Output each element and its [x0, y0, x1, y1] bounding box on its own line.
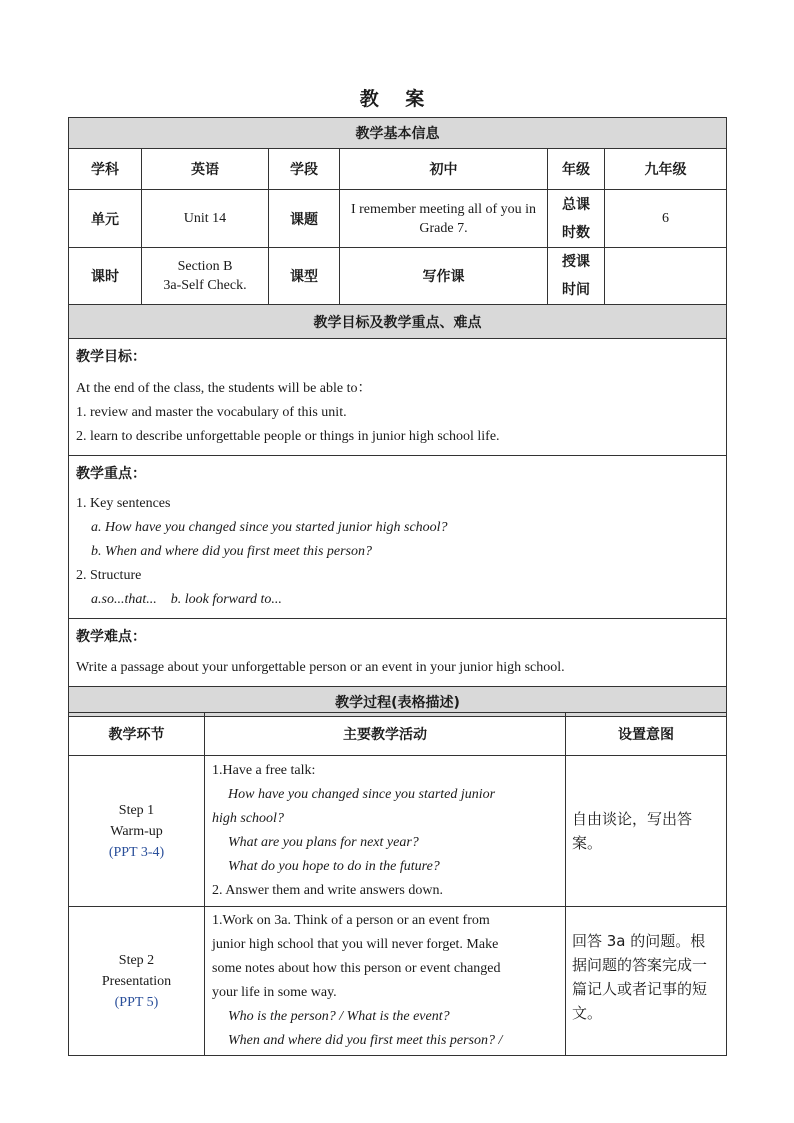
- activity-line: your life in some way.: [212, 985, 337, 1000]
- step-cell: [69, 907, 205, 1056]
- teach-time-label-line2: 时间: [562, 282, 590, 298]
- objectives-section: [69, 339, 727, 456]
- subject-label: 学科: [69, 149, 142, 190]
- activity-line: What are you plans for next year?: [228, 835, 419, 850]
- activity-line: high school?: [212, 811, 284, 826]
- col-step-header: 教学环节: [69, 713, 205, 756]
- key-points-item: 1. Key sentences: [76, 496, 171, 511]
- activity-line: some notes about how this person or event changed: [212, 961, 501, 976]
- page-title: 教 案: [359, 88, 435, 110]
- period-line2: 3a-Self Check.: [163, 278, 247, 293]
- activity-line: How have you changed since you started junior: [228, 787, 496, 802]
- key-structure-2: b. look forward to...: [170, 592, 282, 607]
- grade-label: 年级: [548, 149, 605, 190]
- key-sentence: b. When and where did you first meet this person?: [91, 544, 373, 559]
- grade-value: 九年级: [605, 149, 727, 190]
- step-phase: Warm-up: [110, 823, 163, 839]
- activity-line: What do you hope to do in the future?: [228, 859, 440, 874]
- teach-time-value: [605, 248, 727, 305]
- type-value: 写作课: [340, 248, 548, 305]
- unit-value: Unit 14: [142, 190, 269, 248]
- lesson-plan-table: [68, 117, 727, 717]
- activity-line: 1.Work on 3a. Think of a person or an event from: [212, 913, 490, 928]
- period-value: [142, 248, 269, 305]
- topic-value: I remember meeting all of you in Grade 7.: [340, 190, 548, 248]
- step-name: Step 1: [118, 802, 155, 818]
- stage-value: 初中: [340, 149, 548, 190]
- step-phase: Presentation: [101, 973, 172, 989]
- objective-line: At the end of the class, the students will be able to：: [76, 381, 372, 396]
- activity-line: 2. Answer them and write answers down.: [212, 883, 443, 898]
- total-hours-value: 6: [605, 190, 727, 248]
- step-cell: [69, 756, 205, 907]
- key-points-title: 教学重点：: [76, 466, 146, 482]
- objective-line: 1. review and master the vocabulary of this unit.: [76, 405, 347, 420]
- subject-value: 英语: [142, 149, 269, 190]
- activity-line: Who is the person? / What is the event?: [228, 1009, 450, 1024]
- key-sentence: a. How have you changed since you started junior high school?: [91, 520, 448, 535]
- total-hours-label-line1: 总课: [562, 196, 590, 213]
- goals-header: 教学目标及教学重点、难点: [69, 305, 727, 339]
- key-structure-1: a.so...that...: [91, 592, 157, 607]
- activity-line: When and where did you first meet this person? /: [228, 1033, 503, 1048]
- key-points-item: 2. Structure: [76, 568, 142, 583]
- key-structure: [76, 588, 719, 612]
- process-table: [68, 712, 727, 1056]
- total-hours-label: [548, 190, 605, 248]
- activity-cell: [205, 756, 566, 907]
- intent-cell: 回答 3a 的问题。根据问题的答案完成一篇记人或者记事的短文。: [566, 907, 727, 1056]
- total-hours-label-line2: 时数: [562, 224, 590, 241]
- difficulty-section: [69, 619, 727, 687]
- objective-line: 2. learn to describe unforgettable people or things in junior high school life.: [76, 429, 500, 444]
- col-intent-header: 设置意图: [566, 713, 727, 756]
- basic-info-header: 教学基本信息: [69, 118, 727, 149]
- activity-line: 1.Have a free talk:: [212, 763, 316, 778]
- key-points-section: [69, 456, 727, 619]
- step-ppt: (PPT 3-4): [108, 844, 165, 860]
- period-label: 课时: [69, 248, 142, 305]
- intent-cell: 自由谈论，写出答案。: [566, 756, 727, 907]
- difficulty-text: Write a passage about your unforgettable person or an event in your junior high school.: [76, 660, 565, 675]
- activity-cell: [205, 907, 566, 1056]
- teach-time-label-line1: 授课: [562, 254, 590, 270]
- period-line1: Section B: [177, 259, 233, 274]
- col-activity-header: 主要教学活动: [205, 713, 566, 756]
- difficulty-title: 教学难点：: [76, 629, 146, 645]
- activity-line: junior high school that you will never forget. Make: [212, 937, 499, 952]
- objectives-title: 教学目标：: [76, 349, 146, 365]
- teach-time-label: [548, 248, 605, 305]
- unit-label: 单元: [69, 190, 142, 248]
- step-name: Step 2: [118, 952, 155, 968]
- type-label: 课型: [269, 248, 340, 305]
- stage-label: 学段: [269, 149, 340, 190]
- process-header: 教学过程(表格描述): [69, 687, 727, 717]
- topic-label: 课题: [269, 190, 340, 248]
- step-ppt: (PPT 5): [114, 994, 159, 1010]
